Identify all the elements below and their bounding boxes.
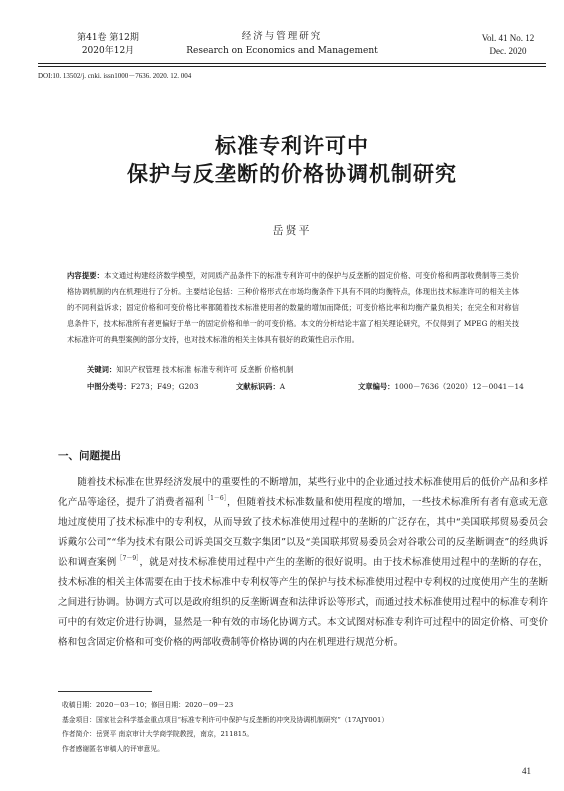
body-text-1: 随着技术标准在世界经济发展中的重要性的不断增加，某些行业中的企业通过技术标准使用后的低价产品和多样化产品等途径，提升了消费者福利	[58, 477, 548, 508]
article-number-label: 文章编号：	[358, 382, 395, 391]
author-name: 岳贤平	[272, 224, 312, 237]
footnote-received: 收稿日期：2020－03－10；修回日期：2020－09－23	[62, 701, 234, 709]
title-line-2: 保护与反垄断的价格协调机制研究	[127, 162, 457, 186]
header-rule-top	[38, 63, 546, 64]
article-number-value: 1000－7636（2020）12－0041－14	[394, 382, 524, 391]
footnote-fund: 基金项目：国家社会科学基金重点项目“标准专利许可中保护与反垄断的冲突及协调机制研究”（17AJY001）	[62, 715, 389, 724]
header-rule-bottom	[38, 66, 546, 67]
body-text-3: ，就是对技术标准使用过程中产生的垄断的很好说明。由于技术标准使用过程中的垄断的存在，技术标准的相关主体需要在由于技术标准中专利权等产生的保护与技术标准使用过程中专利权的过度使用产生的垄断之间进行协调。协调方式可以是政府组织的反垄断调查和法律诉讼等形式，而通过技术标准使用过程中的标准专利许可中的有效定价进行协调，显然是一种有效的市场化协调方式。本文试图对标准专利许可过程中的固定价格、可变价格和包含固定价格和可变价格的两部收费制等价格协调的内在机理进行规范分析。	[58, 557, 548, 648]
footnote-thanks: 作者感谢匿名审稿人的评审意见。	[62, 744, 164, 753]
doc-code	[236, 381, 285, 393]
footnotes	[62, 698, 542, 756]
date-en: Dec. 2020	[489, 46, 527, 56]
keywords	[87, 364, 527, 376]
body-text-2: ，但随着技术标准数量和使用程度的增加，一些技术标准所有者有意或无意地过度使用了技术标准中的专利权，从而导致了技术标准使用过程中的垄断的广泛存在，其中“美国联邦贸易委员会诉戴尔公司”“华为技术有限公司诉美国交互数字集团”以及“美国联邦贸易委员会对谷歌公司的反垄断调查”的经典诉讼和调查案例	[58, 497, 548, 568]
volume-issue-cn: 第41卷 第12期	[77, 33, 139, 43]
footnote-rule	[58, 691, 152, 692]
body-paragraph	[58, 473, 548, 653]
issue-info	[58, 32, 158, 58]
journal-name-en: Research on Economics and Management	[186, 46, 378, 56]
citation-ref: ［1－6］	[203, 495, 228, 502]
issue-info-en	[470, 32, 546, 58]
abstract-label: 内容提要：	[67, 271, 105, 280]
title-line-1: 标准专利许可中	[215, 134, 369, 158]
volume-issue-en: Vol. 41 No. 12	[481, 33, 535, 43]
clc-label: 中图分类号：	[87, 382, 131, 391]
abstract-text: 本文通过构建经济数学模型，对同质产品条件下的标准专利许可中的保护与反垄断的固定价格、可变价格和两部收费制等三类价格协调机制的内在机理进行了分析。主要结论包括：三种价格形式在市场均衡条件下具有不同的均衡特点，体现出技术标准许可的相关主体的不同利益诉求；固定价格和可变价格比率都随着技术标准使用者的数量的增加而降低；可变价格比率和均衡产量负相关；在完全和对称信息条件下，技术标准所有者更偏好于单一的固定价格和单一的可变价格。本文的分析结论丰富了相关理论研究，不仅得到了 MPEG 的相关技术标准许可的典型案例的部分支持，也对技术标准的相关主体具有很好的政策性启示作用。	[67, 271, 519, 344]
journal-name	[170, 30, 394, 58]
journal-name-cn: 经济与管理研究	[241, 31, 323, 42]
keywords-text: 知识产权管理 技术标准 标准专利许可 反垄断 价格机制	[116, 365, 294, 374]
doi: DOI:10. 13502/j. cnki. issn1000－7636. 2020. 12. 004	[38, 72, 192, 80]
doc-code-value: A	[279, 382, 286, 391]
keywords-label: 关键词：	[87, 365, 117, 374]
date-cn: 2020年12月	[81, 46, 135, 56]
footnote-author: 作者简介：岳贤平 南京审计大学商学院教授，南京，211815。	[62, 730, 254, 738]
citation-ref: ［7－9］	[116, 555, 140, 562]
abstract	[67, 268, 519, 348]
doc-code-label: 文献标识码：	[236, 382, 280, 391]
page-number: 41	[522, 766, 531, 776]
clc	[87, 382, 198, 391]
section-heading: 一、问题提出	[58, 450, 121, 462]
classification-line	[87, 381, 527, 393]
article-number	[358, 381, 524, 393]
article-title	[38, 132, 546, 188]
clc-value: F273；F49；G203	[130, 382, 199, 391]
